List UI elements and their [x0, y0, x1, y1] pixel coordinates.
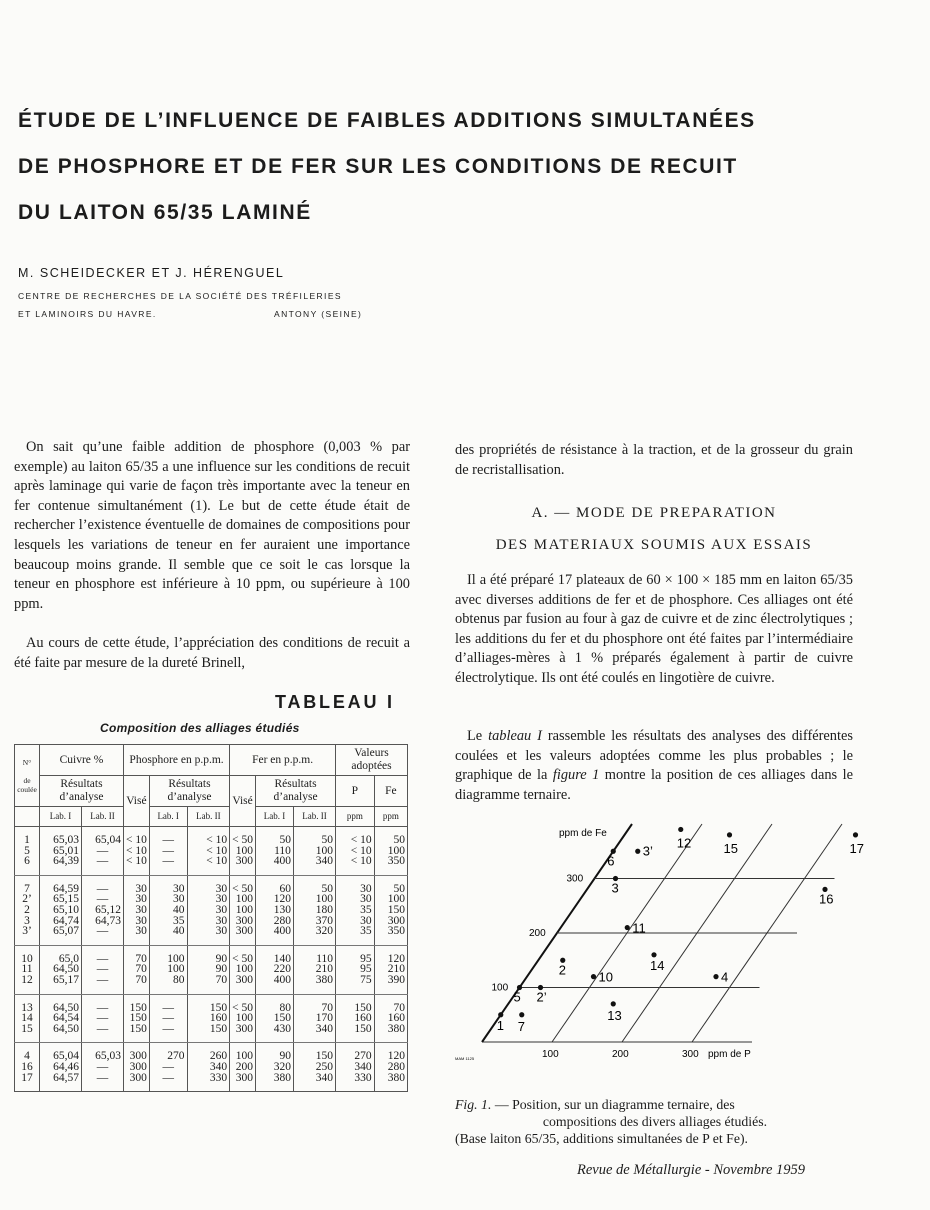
table-cell: 150 [123, 1013, 149, 1024]
table-cell: 400 [256, 926, 294, 945]
table-row [15, 875, 408, 894]
table-cell: 100 [230, 846, 256, 857]
table-row [15, 1043, 408, 1062]
data-point [635, 849, 640, 854]
table-cell: 350 [374, 926, 407, 945]
header-adopted-fe: Fe [374, 776, 407, 807]
data-point-label: 13 [607, 1007, 622, 1023]
table-cell: 300 [230, 1073, 256, 1092]
table-cell: 100 [374, 894, 407, 905]
table-cell: 30 [149, 875, 187, 894]
data-point-label: 2 [558, 962, 566, 978]
table-cell: 1 [15, 827, 40, 846]
x-tick-label: 300 [682, 1049, 699, 1060]
table-cell: 280 [256, 916, 294, 927]
table-row [15, 905, 408, 916]
data-point-label: 3 [611, 880, 619, 896]
table-cell: 300 [123, 1043, 149, 1062]
table-cell: — [81, 875, 123, 894]
table-cell: 75 [336, 975, 375, 994]
table-body [15, 827, 408, 1092]
table-cell: — [81, 846, 123, 857]
table-cell: 160 [187, 1013, 230, 1024]
table-cell: 120 [256, 894, 294, 905]
table-cell: 300 [123, 1062, 149, 1073]
table-cell: 150 [336, 994, 375, 1013]
table-cell: 12 [15, 975, 40, 994]
table-cell: 64,39 [40, 856, 82, 875]
table-cell: 340 [187, 1062, 230, 1073]
table-cell: — [149, 846, 187, 857]
table-cell: 100 [149, 945, 187, 964]
authors: M. SCHEIDECKER ET J. HÉRENGUEL [18, 266, 285, 280]
table-cell: 300 [230, 856, 256, 875]
table-row [15, 945, 408, 964]
table-cell: 180 [293, 905, 335, 916]
table-cell: 370 [293, 916, 335, 927]
data-point [713, 974, 718, 979]
header-p-lab2: Lab. II [187, 807, 230, 827]
figure-code: MAM 1125 [455, 1056, 475, 1061]
header-num-blank [15, 807, 40, 827]
table-cell: 430 [256, 1024, 294, 1043]
ternary-diagram [455, 828, 864, 1090]
table-cell: 140 [256, 945, 294, 964]
table-cell: 64,59 [40, 875, 82, 894]
table-cell: 300 [374, 916, 407, 927]
table-cell: 65,10 [40, 905, 82, 916]
table-cell: 100 [230, 905, 256, 916]
header-fe-lab2: Lab. II [293, 807, 335, 827]
table-cell: < 10 [187, 827, 230, 846]
table-cell: — [149, 827, 187, 846]
table-cell: 150 [256, 1013, 294, 1024]
table-cell: 380 [256, 1073, 294, 1092]
data-point-label: 14 [650, 957, 665, 973]
y-tick-label: 200 [529, 928, 546, 939]
table-cell: 15 [15, 1024, 40, 1043]
title-line-2: DE PHOSPHORE ET DE FER SUR LES CONDITIONS DE RECUIT [18, 155, 738, 178]
table-cell: — [81, 856, 123, 875]
table-row [15, 926, 408, 945]
table-cell: 120 [374, 1043, 407, 1062]
table-row [15, 1073, 408, 1092]
table-cell: < 10 [187, 846, 230, 857]
col1-paragraph-2: Au cours de cette étude, l’appréciation des conditions de recuit a été faite par mesure de la dureté Brinell, [14, 635, 410, 671]
title-line-1: ÉTUDE DE L’INFLUENCE DE FAIBLES ADDITIONS SIMULTANÉES [18, 109, 756, 132]
data-point [651, 952, 656, 957]
data-point [611, 1001, 616, 1006]
table-cell: 70 [123, 975, 149, 994]
table-cell: 65,03 [40, 827, 82, 846]
table-cell: — [81, 945, 123, 964]
table-cell: < 10 [336, 827, 375, 846]
table-cell: < 50 [230, 875, 256, 894]
header-p-lab1: Lab. I [149, 807, 187, 827]
table-cell: 3 [15, 916, 40, 927]
table-cell: 100 [230, 1043, 256, 1062]
table-cell: 100 [230, 1013, 256, 1024]
table-cell: 110 [256, 846, 294, 857]
data-point [678, 827, 683, 832]
table-cell: 400 [256, 856, 294, 875]
table-cell: — [81, 894, 123, 905]
table-cell: 270 [149, 1043, 187, 1062]
col2-paragraph-0: des propriétés de résistance à la traction, et de la grosseur du grain de recristallisation. [455, 442, 853, 478]
table-cell: 64,50 [40, 964, 82, 975]
table-cell: 150 [293, 1043, 335, 1062]
table-cell: 340 [336, 1062, 375, 1073]
figure-reference: figure 1 [552, 767, 600, 784]
table-cell: 30 [149, 894, 187, 905]
col1-paragraph-1: On sait qu’une faible addition de phosphore (0,003 % par exemple) au laiton 65/35 a une influence sur les conditions de recuit après laminage qui varie de façon très importante avec la teneur en fer contenue simultanément (1). Le but de cette étude était de rechercher l’existence éventuelle de domaines de compositions pour lesquels les variations de teneur en fer auraient une importance beaucoup moins grande. Il semble que ce soit le cas lorsque la teneur en phosphore est inférieure à 10 ppm, ou supérieure à 100 ppm. [14, 439, 410, 612]
table-cell: — [149, 1024, 187, 1043]
table-cell: — [149, 1062, 187, 1073]
table-cell: — [81, 975, 123, 994]
table-cell: — [149, 994, 187, 1013]
table-cell: 210 [293, 964, 335, 975]
table-cell: 30 [123, 875, 149, 894]
header-fe-unit: ppm [374, 807, 407, 827]
table-cell: 160 [336, 1013, 375, 1024]
table-cell: 30 [187, 875, 230, 894]
table-cell: 65,04 [40, 1043, 82, 1062]
table-cell: 2 [15, 905, 40, 916]
header-fe-results: Résultats d’analyse [256, 776, 336, 807]
col2-paragraph-2: Le tableau I rassemble les résultats des analyses des différentes coulées et les valeurs adoptées comme les plus probables ; le graphique de la figure 1 montre la position de ces alliages dans le diagramme ternaire. [455, 728, 853, 803]
table-cell: 30 [123, 916, 149, 927]
table-cell: 70 [123, 945, 149, 964]
table-cell: 320 [293, 926, 335, 945]
header-fe-lab1: Lab. I [256, 807, 294, 827]
table-cell: 35 [336, 926, 375, 945]
table-cell: 280 [374, 1062, 407, 1073]
table-cell: 80 [256, 994, 294, 1013]
table-cell: — [81, 1013, 123, 1024]
header-adopted-p: P [336, 776, 375, 807]
table-cell: — [81, 1024, 123, 1043]
table-cell: 130 [256, 905, 294, 916]
table-cell: 16 [15, 1062, 40, 1073]
table-cell: 65,04 [81, 827, 123, 846]
y-tick-label: 300 [566, 873, 584, 885]
header-num: N° de coulée [15, 745, 40, 807]
table-cell: 210 [374, 964, 407, 975]
table-row [15, 1062, 408, 1073]
table-cell: 300 [230, 916, 256, 927]
table-cell: 70 [187, 975, 230, 994]
table-cell: 340 [293, 856, 335, 875]
table-cell: 390 [374, 975, 407, 994]
table-cell: 50 [293, 827, 335, 846]
table-cell: 320 [256, 1062, 294, 1073]
table-cell: 64,73 [81, 916, 123, 927]
table-cell: 5 [15, 846, 40, 857]
table-cell: 100 [230, 894, 256, 905]
header-phosphorus: Phosphore en p.p.m. [123, 745, 229, 776]
y-tick-label: 100 [491, 982, 509, 994]
header-p-results: Résultats d’analyse [149, 776, 229, 807]
table-cell: — [81, 1073, 123, 1092]
table-cell: 30 [187, 926, 230, 945]
table-cell: 4 [15, 1043, 40, 1062]
data-point-label: 5 [513, 989, 521, 1005]
table-cell: — [149, 1073, 187, 1092]
table-cell: 300 [230, 926, 256, 945]
table-cell: 30 [187, 894, 230, 905]
y-axis-label: ppm de Fe [559, 828, 607, 839]
table-reference: tableau I [488, 728, 542, 744]
table-row [15, 827, 408, 846]
table-cell: 200 [230, 1062, 256, 1073]
data-point-label: 16 [819, 891, 834, 907]
data-point-label: 10 [598, 969, 613, 985]
table-cell: — [81, 964, 123, 975]
table-cell: 380 [374, 1024, 407, 1043]
data-point-label: 7 [517, 1018, 525, 1034]
table-cell: 120 [374, 945, 407, 964]
data-point-label: 11 [632, 920, 646, 936]
x-tick-label: 200 [612, 1049, 629, 1060]
data-point-label: 2’ [536, 989, 547, 1005]
table-cell: 50 [374, 827, 407, 846]
table-cell: 65,0 [40, 945, 82, 964]
table-cell: 300 [123, 1073, 149, 1092]
x-tick-label: 100 [542, 1049, 559, 1060]
table-cell: 30 [187, 916, 230, 927]
header-iron: Fer en p.p.m. [230, 745, 336, 776]
table-cell: 40 [149, 926, 187, 945]
table-cell: 50 [293, 875, 335, 894]
table-cell: 340 [293, 1024, 335, 1043]
table-cell: 35 [149, 916, 187, 927]
table-cell: 60 [256, 875, 294, 894]
table-cell: 270 [336, 1043, 375, 1062]
table-cell: 70 [374, 994, 407, 1013]
table-cell: < 10 [336, 846, 375, 857]
table-cell: 40 [149, 905, 187, 916]
data-point [727, 832, 732, 837]
table-cell: 150 [336, 1024, 375, 1043]
table-cell: < 10 [123, 827, 149, 846]
table-cell: 10 [15, 945, 40, 964]
table-cell: 65,15 [40, 894, 82, 905]
journal-footer: Revue de Métallurgie - Novembre 1959 [577, 1162, 806, 1178]
table-cell: 400 [256, 975, 294, 994]
table-cell: 100 [293, 894, 335, 905]
table-cell: 250 [293, 1062, 335, 1073]
table-cell: 3’ [15, 926, 40, 945]
table-cell: 30 [336, 916, 375, 927]
table-cell: 150 [187, 1024, 230, 1043]
table-cell: 64,50 [40, 994, 82, 1013]
table-cell: 160 [374, 1013, 407, 1024]
table-cell: 100 [230, 964, 256, 975]
table-cell: 340 [293, 1073, 335, 1092]
table-row [15, 994, 408, 1013]
table-cell: 110 [293, 945, 335, 964]
table-cell: — [149, 856, 187, 875]
data-point [625, 925, 630, 930]
table-cell: 14 [15, 1013, 40, 1024]
affiliation-line-1: CENTRE DE RECHERCHES DE LA SOCIÉTÉ DES TRÉFILERIES [18, 291, 342, 301]
table-cell: 150 [123, 1024, 149, 1043]
table-cell: 330 [336, 1073, 375, 1092]
table-cell: < 50 [230, 945, 256, 964]
table-cell: 50 [374, 875, 407, 894]
figure-caption: Fig. 1. — Position, sur un diagramme ternaire, des compositions des divers alliages étudiés. (Base laiton 65/35, additions simultanées de P et Fe). [455, 1097, 768, 1146]
table-cell: 65,03 [81, 1043, 123, 1062]
table-row [15, 975, 408, 994]
table-cell: 70 [123, 964, 149, 975]
table-cell: 2’ [15, 894, 40, 905]
table-cell: 150 [123, 994, 149, 1013]
data-point-label: 1 [496, 1017, 504, 1033]
table-cell: 65,12 [81, 905, 123, 916]
data-point-label: 4 [721, 969, 729, 985]
table-cell: 90 [187, 945, 230, 964]
table-cell: 90 [187, 964, 230, 975]
table-cell: 11 [15, 964, 40, 975]
table-cell: 6 [15, 856, 40, 875]
data-point-label: 6 [607, 853, 615, 869]
data-point [591, 974, 596, 979]
table-cell: 64,50 [40, 1024, 82, 1043]
table-cell: 150 [374, 905, 407, 916]
table-cell: 95 [336, 945, 375, 964]
table-cell: 170 [293, 1013, 335, 1024]
header-cu-lab2: Lab. II [81, 807, 123, 827]
data-point-label: 3’ [642, 843, 653, 859]
table-cell: — [81, 926, 123, 945]
table-cell: 80 [149, 975, 187, 994]
table-cell: 100 [374, 846, 407, 857]
data-point [519, 1012, 524, 1017]
table-cell: 17 [15, 1073, 40, 1092]
section-heading-line-2: DES MATERIAUX SOUMIS AUX ESSAIS [495, 537, 813, 553]
table-cell: < 10 [123, 856, 149, 875]
col2-paragraph-1: Il a été préparé 17 plateaux de 60 × 100 × 185 mm en laiton 65/35 avec diverses additions de fer et de phosphore. Ces alliages ont été obtenus par fusion au four à gaz de cuivre et de zinc électrolytiques ; les additions du fer et du phosphore ont été faites par l’intermédiaire d’alliages-mères à 1 % préparés également à partir de cuivre électrolytique. Ils ont été coulés en lingotière de cuivre. [455, 572, 853, 686]
header-p-vise: Visé [123, 776, 149, 827]
table-cell: 50 [256, 827, 294, 846]
table-subtitle: Composition des alliages étudiés [100, 721, 300, 735]
table-cell: 7 [15, 875, 40, 894]
table-cell: — [81, 1062, 123, 1073]
header-cu-results: Résultats d’analyse [40, 776, 124, 807]
data-point-label: 15 [723, 840, 738, 856]
affiliation-city: ANTONY (SEINE) [274, 309, 363, 319]
table-cell: 35 [336, 905, 375, 916]
table-cell: 64,57 [40, 1073, 82, 1092]
data-point [853, 832, 858, 837]
table-cell: 30 [336, 875, 375, 894]
table-cell: 30 [123, 894, 149, 905]
table-cell: 64,54 [40, 1013, 82, 1024]
table-cell: 64,74 [40, 916, 82, 927]
table-cell: 65,01 [40, 846, 82, 857]
table-cell: 100 [149, 964, 187, 975]
header-adopted: Valeurs adoptées [336, 745, 408, 776]
table-cell: 300 [230, 975, 256, 994]
table-cell: 380 [374, 1073, 407, 1092]
table-cell: 380 [293, 975, 335, 994]
table-cell: 350 [374, 856, 407, 875]
table-cell: 300 [230, 1024, 256, 1043]
table-cell: < 10 [123, 846, 149, 857]
table-cell: — [149, 1013, 187, 1024]
composition-table [14, 744, 408, 1092]
table-cell: 150 [187, 994, 230, 1013]
header-p-unit: ppm [336, 807, 375, 827]
data-point [498, 1012, 503, 1017]
table-cell: 65,17 [40, 975, 82, 994]
table-cell: 65,07 [40, 926, 82, 945]
table-cell: 30 [187, 905, 230, 916]
table-cell: 30 [336, 894, 375, 905]
table-cell: 220 [256, 964, 294, 975]
table-cell: < 10 [336, 856, 375, 875]
header-cu-lab1: Lab. I [40, 807, 82, 827]
table-cell: — [81, 994, 123, 1013]
table-cell: 95 [336, 964, 375, 975]
table-title: TABLEAU I [275, 692, 395, 712]
x-axis-label: ppm de P [708, 1049, 751, 1060]
affiliation-line-2: ET LAMINOIRS DU HAVRE. [18, 309, 157, 319]
table-cell: < 50 [230, 994, 256, 1013]
section-heading-line-1: A. — MODE DE PREPARATION [531, 505, 777, 521]
table-cell: 30 [123, 905, 149, 916]
figure-caption-label: Fig. 1. [455, 1097, 492, 1112]
table-cell: < 10 [187, 856, 230, 875]
table-cell: 13 [15, 994, 40, 1013]
title-line-3: DU LAITON 65/35 LAMINÉ [18, 201, 312, 224]
table-row [15, 1024, 408, 1043]
table-cell: 64,46 [40, 1062, 82, 1073]
table-cell: 100 [293, 846, 335, 857]
data-point-label: 12 [676, 835, 692, 851]
table-cell: 330 [187, 1073, 230, 1092]
article-title [18, 98, 848, 236]
header-fe-vise: Visé [230, 776, 256, 827]
header-copper: Cuivre % [40, 745, 124, 776]
table-cell: < 50 [230, 827, 256, 846]
table-cell: 260 [187, 1043, 230, 1062]
table-cell: 70 [293, 994, 335, 1013]
data-point-label: 17 [849, 840, 864, 856]
table-cell: 90 [256, 1043, 294, 1062]
table-cell: 30 [123, 926, 149, 945]
table-row [15, 856, 408, 875]
